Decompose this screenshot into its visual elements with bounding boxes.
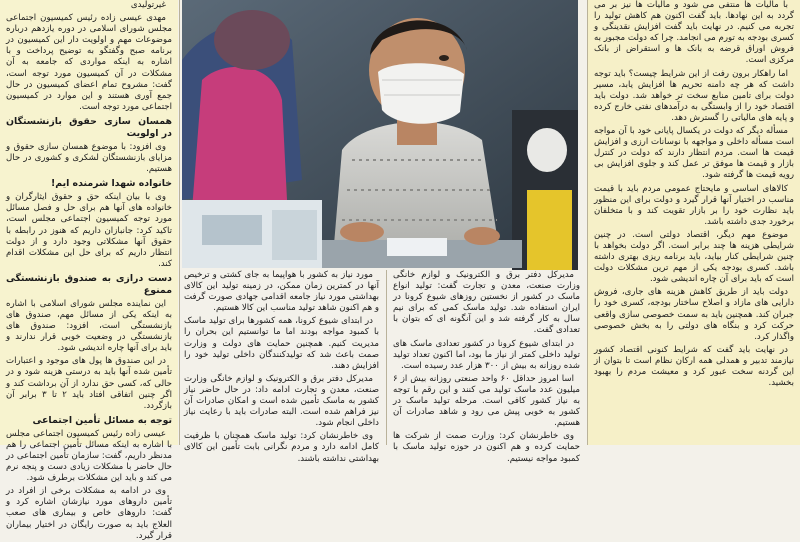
article-paragraph: مورد نیاز به کشور با هواپیما به جای کشتی و ترخیص آنها در کمترین زمان ممکن، در زمینه تولید این کالای بهداشتی مورد نیاز جامعه اقدامی جهادی صورت گرفت و هم اکنون شاهد تولید مناسب این کالا هستیم. bbox=[184, 270, 379, 314]
news-photo bbox=[182, 0, 578, 268]
middle-right-column bbox=[389, 270, 584, 464]
article-paragraph: اسا امروز حداقل ۶۰ واحد صنعتی روزانه بیش از ۶ میلیون عدد ماسک تولید می کنند و این رقم با توجه به نیاز کشور کافی است. مرحله تولید ماسک در کشور به خوبی پیش می رود و شاهد صادرات آن هستیم. bbox=[393, 373, 580, 429]
column-divider bbox=[587, 0, 588, 445]
article-paragraph: غیرتولیدی bbox=[130, 0, 166, 10]
article-paragraph: اما راهکار برون رفت از این شرایط چیست؟ باید توجه داشت که هر چه دامنه تحریم ها افزایش یابد، مسیر دولت برای تامین منابع سخت تر خواهد شد. دولت باید اقتصاد خود را از وابستگی به درآمدهای نفتی خارج کرده و پایه های مالیاتی را گسترش دهد. bbox=[594, 68, 794, 123]
article-paragraph: وی در ادامه به مشکلات برخی از افراد در تأمین داروهای مورد نیازشان اشاره کرد و گفت: داروهای خاص و بیماری های صعب العلاج باید به صورت رایگان در اختیار بیماران قرار گیرد. bbox=[6, 486, 172, 541]
article-paragraph: وی افزود: با موضوع همسان سازی حقوق و مزایای بازنشستگان لشکری و کشوری در حال هستیم. bbox=[6, 141, 172, 175]
article-paragraph: وی خاطرنشان کرد: وزارت صمت از شرکت ها حمایت کرده و هم اکنون در حوزه تولید ماسک با کمبود مواجه نیستیم. bbox=[393, 431, 580, 464]
section-subheading: همسان سازی حقوق بازنشستگان در اولویت bbox=[6, 115, 172, 139]
left-column bbox=[0, 0, 178, 541]
section-subheading: دست درازی به صندوق بازنشستگی ممنوع bbox=[6, 272, 172, 296]
article-paragraph: مسأله دیگر که دولت در یکسال پایانی خود با آن مواجه است مسأله داخلی و مواجهه با نوسانات ارزی و افزایش قیمت ها است. مردم انتظار دارند که دولت در کنترل بازار و قیمت ها موفق تر عمل کند و جلوی افزایش بی رویه قیمت ها گرفته شود. bbox=[594, 126, 794, 181]
section-subheading: خانواده شهدا شرمنده ایم! bbox=[50, 178, 172, 190]
article-paragraph: مهدی عیسی زاده رئیس کمیسیون اجتماعی مجلس شورای اسلامی در دوره یازدهم درباره موضوعات مهم و اولویت دار این کمیسیون در برنامه صبح وگفتگو به توضیح پرداخت و با اشاره به اینکه مواردی که جامعه به آن مشکلات در آن کمیسیون مورد توجه است، گفت: مشروح تمام اعضای کمیسیون در حال جمع آوری هستند و این موارد در کمیسیون اجتماعی مورد توجه است. bbox=[6, 13, 172, 112]
article-paragraph: در نهایت باید گفت که شرایط کنونی اقتصاد کشور نیازمند تدبیر و همدلی همه ارکان نظام است تا بتوان از این گردنه سخت عبور کرد و معیشت مردم را بهبود بخشید. bbox=[594, 344, 794, 389]
article-paragraph: مدیرکل دفتر برق و الکترونیک و لوازم خانگی وزارت صنعت، معدن و تجارت ادامه داد: در حال حاضر نیاز کشور به ماسک تأمین شده است و امکان صادرات آن نیز فراهم شده است. البته صادرات باید با رعایت نیاز داخلی انجام شود. bbox=[184, 373, 379, 429]
section-subheading: توجه به مسائل تأمین اجتماعی bbox=[32, 414, 172, 426]
article-paragraph: با مالیات ها منتفی می شود و مالیات ها نیز بر می گردد به این نهادها. باید گفت اکنون هم کاهش تولید را تجربه می کنیم. در نهایت باید گفت افزایش نقدینگی و کسری بودجه به تورم می انجامد. چرا که دولت مجبور به فروش اوراق قرضه به بانک ها و استقراض از بانک مرکزی است. bbox=[594, 0, 794, 66]
column-divider bbox=[179, 0, 180, 445]
column-divider bbox=[386, 270, 387, 445]
right-column bbox=[588, 0, 800, 445]
article-paragraph: دولت باید از طریق کاهش هزینه های جاری، فروش دارایی های مازاد و اصلاح ساختار بودجه، کسری خود را جبران کند. همچنین باید به سمت خصوصی سازی واقعی حرکت کرد و بنگاه های دولتی را به بخش خصوصی واگذار کرد. bbox=[594, 287, 794, 342]
article-paragraph: کالاهای اساسی و مایحتاج عمومی مردم باید با قیمت مناسب در اختیار آنها قرار گیرد و دولت برای این منظور باید نظارت خود را بر بازار تقویت کند و با متخلفان برخورد جدی داشته باشد. bbox=[594, 183, 794, 227]
article-paragraph: موضوع مهم دیگر، اقتصاد دولتی است. در چنین شرایطی هزینه ها چند برابر است. اگر دولت بخواهد با چنین شرایطی کنار بیاید، باید برنامه ریزی بهتری داشته باشد. کسری بودجه یکی از مهم ترین مشکلات دولت است که باید برای آن چاره اندیشی شود. bbox=[594, 229, 794, 285]
article-paragraph: وی خاطرنشان کرد: تولید ماسک همچنان با ظرفیت کامل ادامه دارد و مردم نگرانی بابت تأمین این کالای بهداشتی نداشته باشند. bbox=[184, 431, 379, 464]
article-paragraph: عیسی زاده رئیس کمیسیون اجتماعی مجلس با اشاره به اینکه مسائل تأمین اجتماعی را هم مدنظر داریم، گفت: سازمان تأمین اجتماعی در حال حاضر با مشکلات زیادی دست و پنجه نرم می کند و باید این مشکلات برطرف شود. bbox=[6, 428, 172, 484]
article-paragraph: در ابتدای شیوع کرونا، همه کشورها برای تولید ماسک با کمبود مواجه بودند اما ما توانستیم این بحران را مدیریت کنیم. همچنین حمایت های دولت و وزارت صمت باعث شد که تولیدکنندگان داخلی تولید خود را افزایش دهند. bbox=[184, 316, 379, 371]
article-paragraph: مدیرکل دفتر برق و الکترونیک و لوازم خانگی وزارت صنعت، معدن و تجارت گفت: تولید انواع ماسک در کشور از نخستین روزهای شیوع کرونا در ایران استفاده شد. تولید ماسک کمی که برای نیم سال به کار گرفته شد و این آنگونه ای که بتوان با تعدادی گفت. bbox=[393, 270, 580, 336]
article-paragraph: در ابتدای شیوع کرونا در کشور تعدادی ماسک های تولید داخلی کمتر از نیاز ما بود، اما اکنون تعداد تولید شده روزانه به بیش از ۳۰۰ هزار عدد رسیده است. bbox=[393, 338, 580, 371]
article-paragraph: وی با بیان اینکه حق و حقوق ایثارگران و خانواده های آنها هم برای حل و فصل مسائل مورد توجه کمیسیون اجتماعی مجلس است، تاکید کرد: جانبازان داریم که هنوز در رابطه با حقوق آنها مشکلاتی وجود دارد و از دولت انتظار داریم که برای حل این مشکلات اقدام کند. bbox=[6, 192, 172, 269]
article-paragraph: در این صندوق ها پول های موجود و اعتبارات تأمین شده آنها باید به درستی هزینه شود و در حالی که، کسی حق ندارد از آن برداشت کند و اگر چنین اتفاقی افتاد باید ۲ تا ۳ برابر آن بازگردد. bbox=[6, 356, 172, 411]
photo-illustration bbox=[182, 0, 578, 268]
middle-left-column bbox=[180, 270, 383, 464]
article-paragraph: این نماینده مجلس شورای اسلامی با اشاره به اینکه یکی از مسائل مهم، صندوق های بازنشستگی است، افزود: صندوق های بازنشستگی در وضعیت خوبی قرار ندارند و باید برای آنها چاره اندیشی شود. bbox=[6, 298, 172, 354]
